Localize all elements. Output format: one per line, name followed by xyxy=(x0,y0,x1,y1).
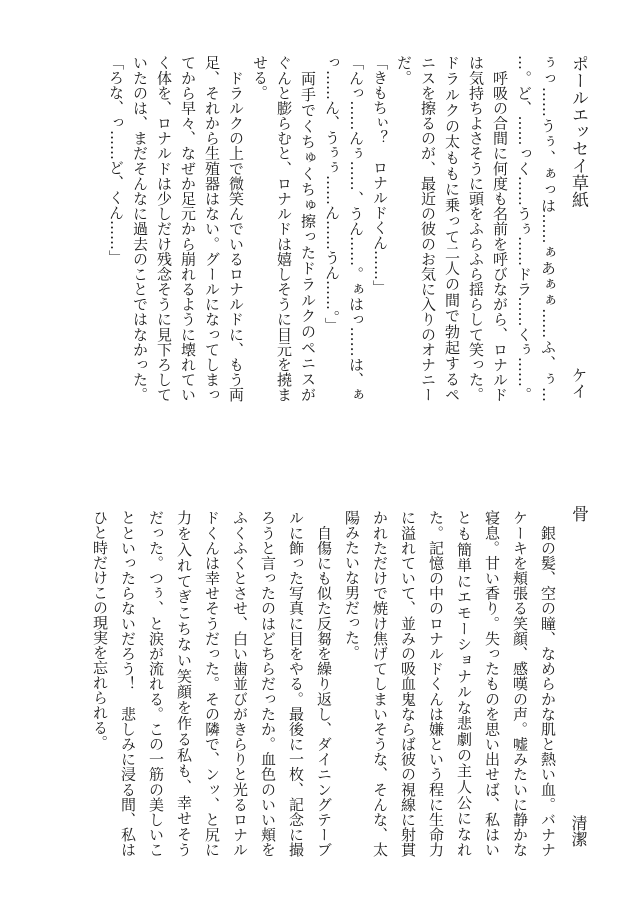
story-title: 骨 xyxy=(568,505,588,522)
body-line: 寝息。甘い香り。失ったものを思い出せば、私はい xyxy=(483,510,501,857)
body-line: とといったらないだろう！ 悲しみに浸る間、私は xyxy=(119,510,137,857)
body-line: 足、それから生殖器はない。グールになってしまっ xyxy=(203,55,221,402)
body-line: 両手でくちゅくちゅ擦ったドラルクのペニスが xyxy=(299,55,317,402)
body-line: 力を入れてぎこちない笑顔を作る私も、幸せそう xyxy=(175,510,193,857)
body-line: いたのは、まだそんなに過去のことではなかった。 xyxy=(131,55,149,402)
body-line: ふくふくとさせ、白い歯並びがきらりと光るロナル xyxy=(231,510,249,857)
body-line: に溢れていて、並みの吸血鬼ならば彼の視線に射貫 xyxy=(399,510,417,857)
body-line: せる。 xyxy=(251,55,269,100)
body-line: ドラルクの上で微笑んでいるロナルドに、もう両 xyxy=(227,55,245,402)
body-line: ぐんと膨らむと、ロナルドは嬉しそうに目元を撓ま xyxy=(275,55,293,402)
body-line: 自傷にも似た反芻を繰り返し、ダイニングテーブ xyxy=(315,510,333,857)
body-line: ルに飾った写真に目をやる。最後に一枚、記念に撮 xyxy=(287,510,305,857)
story-author: ケイ xyxy=(569,367,588,399)
body-line: 「んっ……んぅ……、うん……。ぁはっ……は、ぁ xyxy=(347,55,365,402)
story-body xyxy=(86,510,562,857)
body-line: 「ろな、っ……ど、くん……」 xyxy=(107,55,125,265)
body-line: てから早々、なぜか足元から崩れるように壊れてい xyxy=(179,55,197,402)
story-body xyxy=(104,55,560,402)
body-line: 陽みたいな男だった。 xyxy=(343,510,361,660)
body-line: 「きもちぃ？ ロナルドくん……」 xyxy=(371,55,389,295)
story-author: 清潔 xyxy=(569,815,588,847)
story-title: ポールエッセイ草紙 xyxy=(568,55,588,208)
body-line: 銀の髪、空の瞳、なめらかな肌と熱い血。バナナ xyxy=(539,510,557,857)
body-line: た。記憶の中のロナルドくんは嫌という程に生命力 xyxy=(427,510,445,857)
body-line: く体を、ロナルドは少しだけ残念そうに見下ろして xyxy=(155,55,173,402)
body-line: かれただけで焼け焦げてしまいそうな、そんな、太 xyxy=(371,510,389,857)
body-line: ニスを擦るのが、最近の彼のお気に入りのオナニー xyxy=(419,55,437,402)
body-line: っ……ん、うぅぅ……ん……うん……。」 xyxy=(323,55,341,333)
body-line: ひと時だけこの現実を忘れられる。 xyxy=(91,510,109,750)
body-line: は気持ちよさそうに頭をふらふら揺らして笑った。 xyxy=(467,55,485,402)
body-line: 呼吸の合間に何度も名前を呼びながら、ロナルド xyxy=(491,55,509,402)
body-line: ケーキを頬張る笑顔、感嘆の声。嘘みたいに静かな xyxy=(511,510,529,857)
body-line: だった。つぅ、と涙が流れる。この一筋の美しいこ xyxy=(147,510,165,857)
body-line: …。ど、……っく……うぅ……ドラ……くぅ……。 xyxy=(515,55,533,402)
body-line: ぅっ……うぅ、ぁっは……ぁあぁぁ……ふ、ぅ… xyxy=(539,55,557,402)
body-line: だ。 xyxy=(395,55,413,85)
body-line: ろうと言ったのはどちらだったか。血色のいい頬を xyxy=(259,510,277,857)
body-line: とも簡単にエモーショナルな悲劇の主人公になれ xyxy=(455,510,473,857)
body-line: ドラルクの太ももに乗って二人の間で勃起するペ xyxy=(443,55,461,402)
body-line: ドくんは幸せそうだった。その隣で、ンッ、と尻に xyxy=(203,510,221,857)
